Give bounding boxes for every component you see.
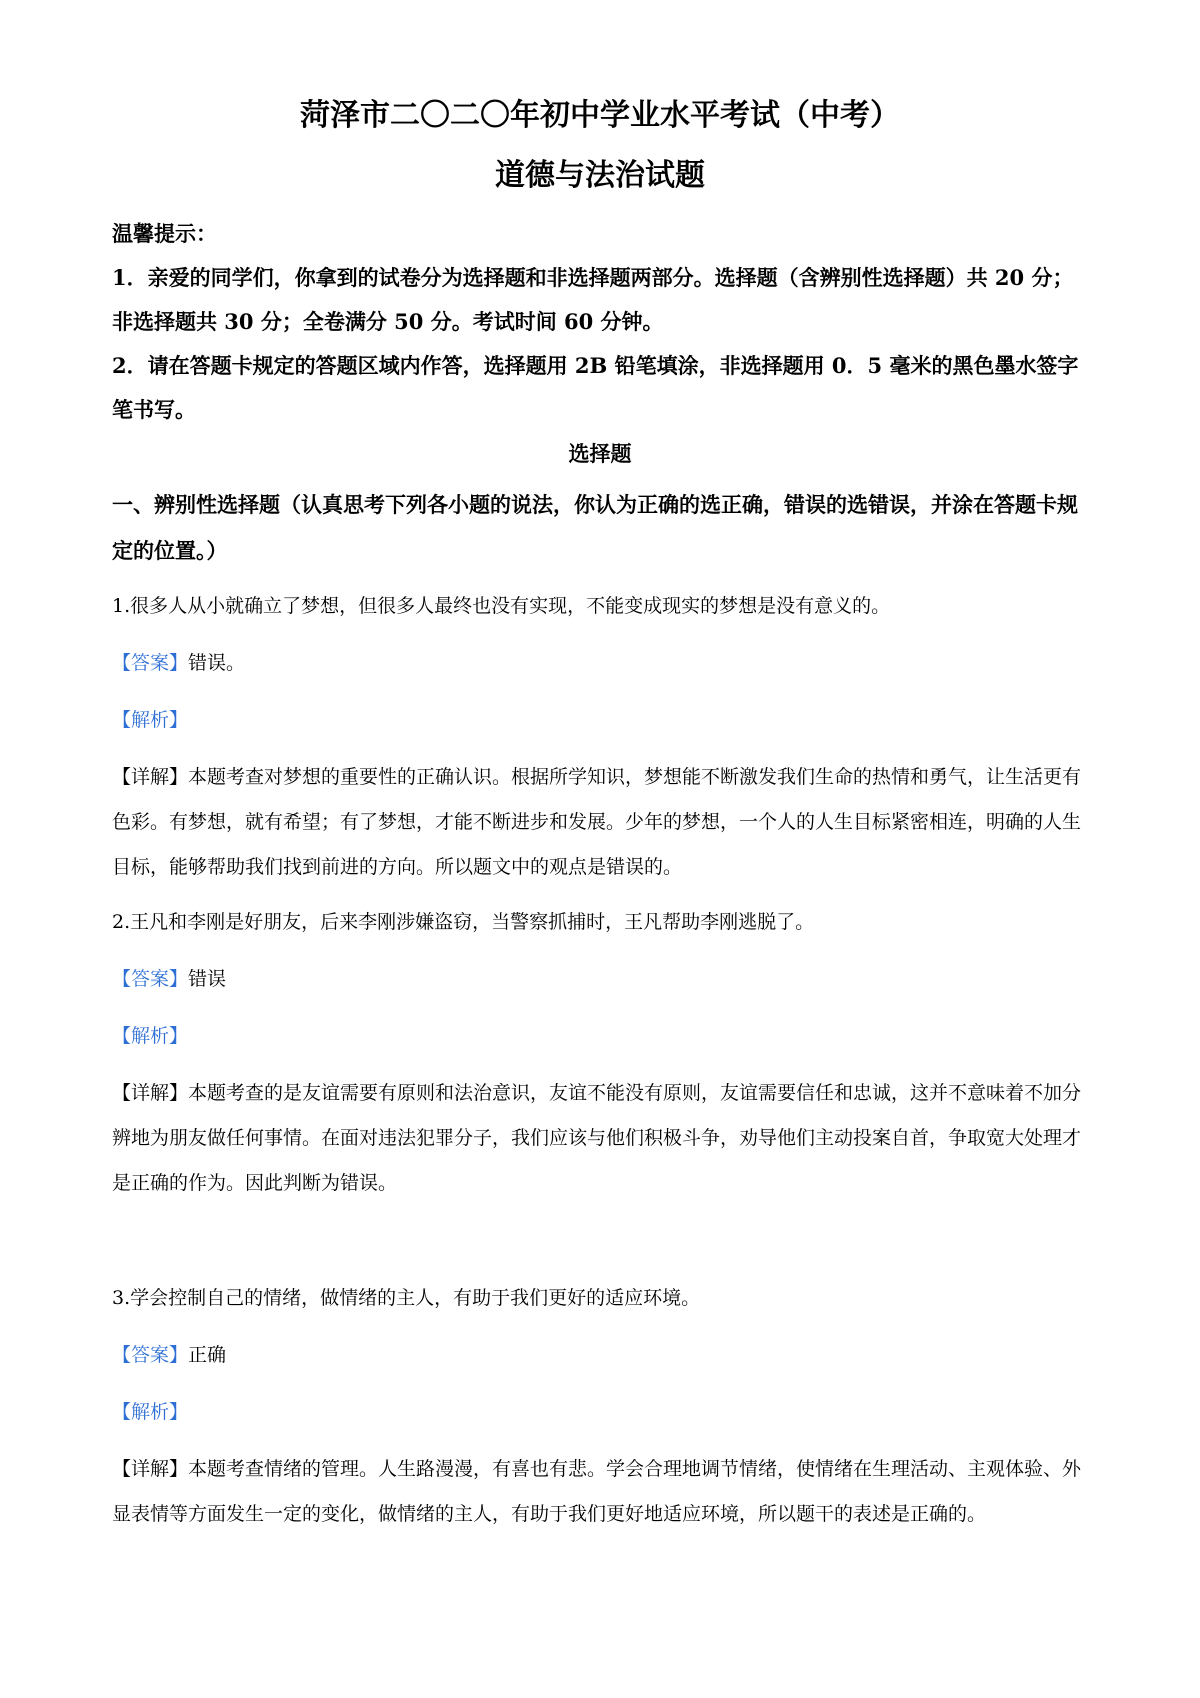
detail-label: 【详解】 bbox=[112, 1082, 189, 1104]
question-stem: 3.学会控制自己的情绪，做情绪的主人，有助于我们更好的适应环境。 bbox=[112, 1287, 701, 1309]
detail-text: 本题考查的是友谊需要有原则和法治意识，友谊不能没有原则，友谊需要信任和忠诚，这并不意味着不加分辨地为朋友做任何事情。在面对违法犯罪分子，我们应该与他们积极斗争，劝导他们主动投案自首，争取宽大处理才是正确的作为。因此判断为错误。 bbox=[112, 1082, 1082, 1194]
question-block bbox=[112, 900, 1088, 1206]
analysis-label: 【解析】 bbox=[112, 709, 189, 731]
answer-value: 错误 bbox=[188, 968, 227, 990]
answer-value: 正确 bbox=[188, 1344, 227, 1366]
question-stem: 2.王凡和李刚是好朋友，后来李刚涉嫌盗窃，当警察抓捕时，王凡帮助李刚逃脱了。 bbox=[112, 911, 815, 933]
part-one-title: 一、辨别性选择题（认真思考下列各小题的说法，你认为正确的选正确，错误的选错误，并涂在答题卡规定的位置。） bbox=[112, 492, 1078, 563]
spacer bbox=[112, 1216, 1088, 1276]
detail-label: 【详解】 bbox=[112, 766, 189, 788]
question-block bbox=[112, 584, 1088, 890]
question-block bbox=[112, 1276, 1088, 1537]
detail-label: 【详解】 bbox=[112, 1458, 189, 1480]
section-title: 选择题 bbox=[568, 441, 632, 466]
answer-row bbox=[112, 1333, 1088, 1378]
detail-text: 本题考查对梦想的重要性的正确认识。根据所学知识，梦想能不断激发我们生命的热情和勇气，让生活更有色彩。有梦想，就有希望；有了梦想，才能不断进步和发展。少年的梦想，一个人的人生目标紧密相连，明确的人生目标，能够帮助我们找到前进的方向。所以题文中的观点是错误的。 bbox=[112, 766, 1082, 878]
analysis-label: 【解析】 bbox=[112, 1401, 189, 1423]
analysis-row bbox=[112, 1390, 1088, 1435]
analysis-label: 【解析】 bbox=[112, 1025, 189, 1047]
notice-block bbox=[112, 212, 1088, 432]
notice-heading: 温馨提示： bbox=[112, 221, 217, 246]
detail-row bbox=[112, 1447, 1088, 1537]
exam-title: 菏泽市二〇二〇年初中学业水平考试（中考） bbox=[300, 98, 900, 133]
analysis-row bbox=[112, 698, 1088, 743]
detail-row bbox=[112, 755, 1088, 890]
analysis-row bbox=[112, 1014, 1088, 1059]
answer-row bbox=[112, 641, 1088, 686]
answer-row bbox=[112, 957, 1088, 1002]
answer-label: 【答案】 bbox=[112, 968, 189, 990]
detail-row bbox=[112, 1071, 1088, 1206]
question-stem: 1.很多人从小就确立了梦想，但很多人最终也没有实现，不能变成现实的梦想是没有意义的。 bbox=[112, 595, 891, 617]
exam-subtitle: 道德与法治试题 bbox=[495, 158, 705, 193]
answer-label: 【答案】 bbox=[112, 1344, 189, 1366]
answer-value: 错误。 bbox=[188, 652, 246, 674]
detail-text: 本题考查情绪的管理。人生路漫漫，有喜也有悲。学会合理地调节情绪，使情绪在生理活动、主观体验、外显表情等方面发生一定的变化，做情绪的主人，有助于我们更好地适应环境，所以题干的表述是正确的。 bbox=[112, 1458, 1082, 1525]
notice-item-1: 1．亲爱的同学们，你拿到的试卷分为选择题和非选择题两部分。选择题（含辨别性选择题）共 20 分；非选择题共 30 分；全卷满分 50 分。考试时间 60 分钟。 bbox=[112, 265, 1074, 334]
notice-item-2: 2．请在答题卡规定的答题区域内作答，选择题用 2B 铅笔填涂，非选择题用 0．5 毫米的黑色墨水签字笔书写。 bbox=[112, 353, 1079, 422]
answer-label: 【答案】 bbox=[112, 652, 189, 674]
